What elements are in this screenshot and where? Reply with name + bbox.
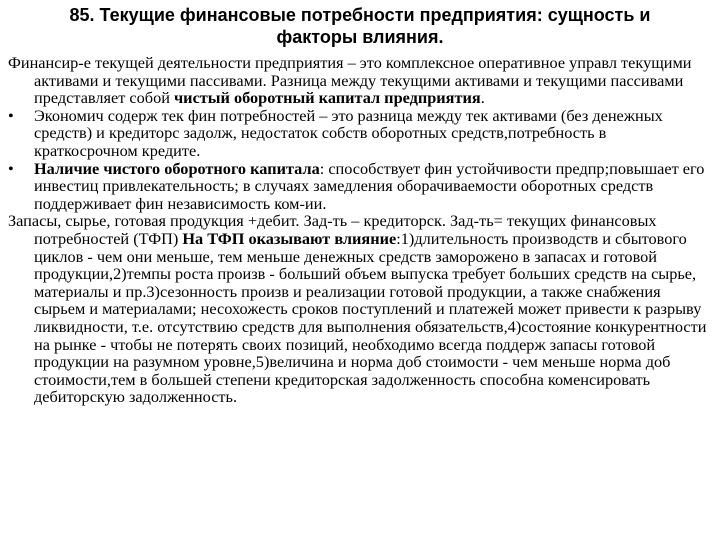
paragraph-factors <box>8 212 710 406</box>
bullet-net-working-capital-bold: Наличие чистого оборотного капитала <box>34 158 320 178</box>
paragraph-factors-bold: На ТФП оказывают влияние <box>182 228 397 248</box>
bullet-net-working-capital <box>8 160 710 213</box>
bullet-economic-content-text: Экономич содерж тек фин потребностей – это разница между тек активами (без денежных средств) и кредиторс задолж, недостаток собств оборотных средств,потребность в краткосрочном кредите. <box>34 105 663 160</box>
bullet-icon: • <box>8 105 14 125</box>
paragraph-financing-text: Финансир-е текущей деятельности предприятия – это комплексное оперативное управл текущими активами и текущими пассивами. Разница между текущими активами и текущими пассивами представляет собой <box>8 53 692 108</box>
bullet-economic-content <box>8 107 710 160</box>
paragraph-factors-tail: :1)длительность производств и сбытового циклов - чем они меньше, тем меньше денежных средств заморожено в запасах и готовой продукции,2)темпы роста произв - больший объем выпуска требует больших средств на сырье, материалы и пр.3)сезонность произв и реализации готовой продукции, а также снабжения сырьем и материалами; несохожесть сроков поступлений и платежей может привести к разрыву ликвидности, т.е. отсутствию средств для выполнения обязательств,4)состояние конкурентности на рынке - чтобы не потерять своих позиций, необходимо всегда поддерж запасы готовой продукции на разумном уровне,5)величина и норма доб стоимости - чем меньше норма доб стоимости,тем в большей степени кредиторская задолженность способна коменсировать дебиторскую задолженность. <box>34 228 707 407</box>
paragraph-financing <box>8 54 710 107</box>
bullet-net-working-capital-text: : способствует фин устойчивости предпр;повышает его инвестиц привлекательность; в случаях замедления оборачиваемости оборотных средств поддерживает фин независимость ком-ии. <box>34 158 705 213</box>
slide-title: 85. Текущие финансовые потребности предприятия: сущность и факторы влияния. <box>69 5 651 47</box>
paragraph-financing-bold: чистый оборотный капитал предприятия <box>174 88 481 108</box>
slide-body <box>0 48 720 406</box>
paragraph-financing-tail: . <box>480 88 485 108</box>
bullet-icon: • <box>8 158 14 178</box>
paragraph-factors-text: Запасы, сырье, готовая продукция +дебит. Зад-ть – кредиторск. Зад-ть= текущих финансовых потребностей (ТФП) <box>8 211 657 248</box>
